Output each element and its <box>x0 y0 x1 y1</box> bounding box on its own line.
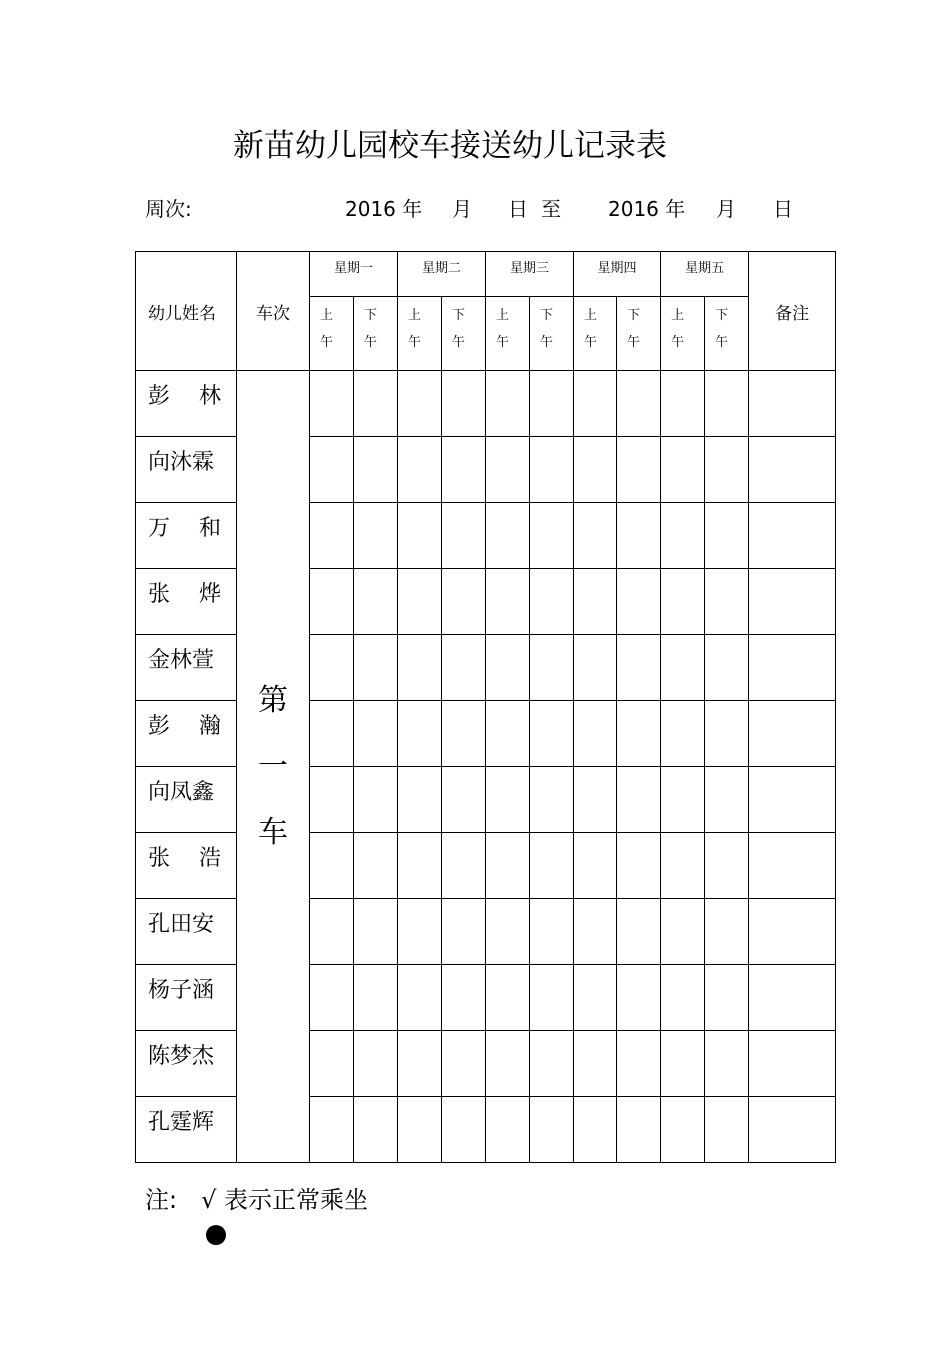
checkbox-cell[interactable] <box>530 437 574 503</box>
checkbox-cell[interactable] <box>661 503 705 569</box>
checkbox-cell[interactable] <box>310 371 354 437</box>
week-line <box>0 193 950 223</box>
checkbox-cell[interactable] <box>486 899 530 965</box>
checkbox-cell[interactable] <box>530 503 574 569</box>
checkbox-cell[interactable] <box>354 437 398 503</box>
checkbox-cell[interactable] <box>705 569 749 635</box>
morning-header: 上 午 <box>574 297 617 371</box>
checkbox-cell[interactable] <box>705 503 749 569</box>
checkbox-cell[interactable] <box>705 1031 749 1097</box>
record-table <box>135 251 836 1163</box>
checkbox-cell[interactable] <box>617 1031 661 1097</box>
checkbox-cell[interactable] <box>574 701 617 767</box>
bullet-icon <box>206 1225 226 1245</box>
remark-cell[interactable] <box>749 1097 836 1163</box>
end-day: 日 <box>773 197 793 221</box>
checkbox-cell[interactable] <box>354 569 398 635</box>
morning-header: 上 午 <box>398 297 442 371</box>
child-name: 张 烨 <box>136 569 237 635</box>
checkbox-cell[interactable] <box>705 437 749 503</box>
checkbox-cell[interactable] <box>661 767 705 833</box>
week-label: 周次: <box>145 197 192 221</box>
remark-cell[interactable] <box>749 965 836 1031</box>
checkbox-cell[interactable] <box>442 437 486 503</box>
checkbox-cell[interactable] <box>354 833 398 899</box>
morning-header: 上 午 <box>661 297 705 371</box>
checkbox-cell[interactable] <box>617 899 661 965</box>
checkbox-cell[interactable] <box>486 371 530 437</box>
morning-header: 上 午 <box>310 297 354 371</box>
checkbox-cell[interactable] <box>398 1097 442 1163</box>
checkbox-cell[interactable] <box>661 899 705 965</box>
checkbox-cell[interactable] <box>486 635 530 701</box>
checkbox-cell[interactable] <box>661 833 705 899</box>
checkbox-cell[interactable] <box>354 701 398 767</box>
afternoon-header: 下 午 <box>705 297 749 371</box>
checkbox-cell[interactable] <box>354 503 398 569</box>
child-name: 陈梦杰 <box>136 1031 237 1097</box>
morning-header: 上 午 <box>486 297 530 371</box>
checkbox-cell[interactable] <box>442 569 486 635</box>
checkbox-cell[interactable] <box>617 833 661 899</box>
page-title: 新苗幼儿园校车接送幼儿记录表 <box>233 128 667 164</box>
checkbox-cell[interactable] <box>617 965 661 1031</box>
checkbox-cell[interactable] <box>530 899 574 965</box>
checkbox-cell[interactable] <box>310 1031 354 1097</box>
child-name: 万 和 <box>136 503 237 569</box>
checkbox-cell[interactable] <box>574 833 617 899</box>
checkbox-cell[interactable] <box>354 1097 398 1163</box>
checkbox-cell[interactable] <box>310 899 354 965</box>
child-name: 向沐霖 <box>136 437 237 503</box>
checkbox-cell[interactable] <box>705 833 749 899</box>
checkbox-cell[interactable] <box>574 965 617 1031</box>
checkbox-cell[interactable] <box>354 1031 398 1097</box>
child-name: 彭 林 <box>136 371 237 437</box>
checkbox-cell[interactable] <box>486 1097 530 1163</box>
child-name: 向凤鑫 <box>136 767 237 833</box>
checkbox-cell[interactable] <box>530 965 574 1031</box>
checkbox-cell[interactable] <box>310 635 354 701</box>
checkbox-cell[interactable] <box>486 701 530 767</box>
checkbox-cell[interactable] <box>398 899 442 965</box>
checkbox-cell[interactable] <box>310 767 354 833</box>
checkbox-cell[interactable] <box>398 833 442 899</box>
checkbox-cell[interactable] <box>705 899 749 965</box>
checkbox-cell[interactable] <box>617 701 661 767</box>
remark-cell[interactable] <box>749 503 836 569</box>
afternoon-header: 下 午 <box>442 297 486 371</box>
checkbox-cell[interactable] <box>661 1097 705 1163</box>
checkbox-cell[interactable] <box>398 1031 442 1097</box>
checkbox-cell[interactable] <box>530 371 574 437</box>
checkbox-cell[interactable] <box>398 569 442 635</box>
checkbox-cell[interactable] <box>442 1031 486 1097</box>
checkbox-cell[interactable] <box>354 635 398 701</box>
day-header-mon: 星期一 <box>310 252 398 297</box>
checkbox-cell[interactable] <box>530 767 574 833</box>
checkbox-cell[interactable] <box>442 965 486 1031</box>
start-year: 2016 年 <box>345 197 423 221</box>
checkbox-cell[interactable] <box>398 503 442 569</box>
day-header-thu: 星期四 <box>574 252 661 297</box>
remark-cell[interactable] <box>749 701 836 767</box>
checkbox-cell[interactable] <box>398 701 442 767</box>
checkbox-cell[interactable] <box>617 371 661 437</box>
checkbox-cell[interactable] <box>705 701 749 767</box>
checkbox-cell[interactable] <box>442 701 486 767</box>
checkbox-cell[interactable] <box>574 767 617 833</box>
remark-cell[interactable] <box>749 635 836 701</box>
remark-cell[interactable] <box>749 437 836 503</box>
checkbox-cell[interactable] <box>442 1097 486 1163</box>
name-header: 幼儿姓名 <box>136 252 237 371</box>
checkbox-cell[interactable] <box>661 371 705 437</box>
checkbox-cell[interactable] <box>310 833 354 899</box>
remark-header: 备注 <box>749 252 836 371</box>
checkbox-cell[interactable] <box>486 1031 530 1097</box>
car-number-cell <box>237 371 310 1163</box>
to-word: 至 <box>541 197 561 221</box>
checkbox-cell[interactable] <box>661 1031 705 1097</box>
checkbox-cell[interactable] <box>486 965 530 1031</box>
checkbox-cell[interactable] <box>530 569 574 635</box>
remark-cell[interactable] <box>749 767 836 833</box>
child-name: 张 浩 <box>136 833 237 899</box>
day-header-tue: 星期二 <box>398 252 486 297</box>
checkbox-cell[interactable] <box>574 899 617 965</box>
checkbox-cell[interactable] <box>705 965 749 1031</box>
day-header-fri: 星期五 <box>661 252 749 297</box>
checkbox-cell[interactable] <box>486 833 530 899</box>
checkbox-cell[interactable] <box>705 1097 749 1163</box>
checkbox-cell[interactable] <box>398 635 442 701</box>
checkbox-cell[interactable] <box>705 371 749 437</box>
end-year: 2016 年 <box>608 197 686 221</box>
checkbox-cell[interactable] <box>310 701 354 767</box>
legend-note: 注: √ 表示正常乘坐 <box>145 1186 369 1214</box>
checkbox-cell[interactable] <box>574 437 617 503</box>
checkbox-cell[interactable] <box>530 1097 574 1163</box>
checkbox-cell[interactable] <box>617 635 661 701</box>
checkbox-cell[interactable] <box>617 503 661 569</box>
remark-cell[interactable] <box>749 1031 836 1097</box>
checkbox-cell[interactable] <box>574 371 617 437</box>
checkbox-cell[interactable] <box>398 371 442 437</box>
checkbox-cell[interactable] <box>442 371 486 437</box>
table-row <box>136 371 836 437</box>
checkbox-cell[interactable] <box>486 767 530 833</box>
afternoon-header: 下 午 <box>354 297 398 371</box>
checkbox-cell[interactable] <box>486 569 530 635</box>
checkbox-cell[interactable] <box>354 965 398 1031</box>
checkbox-cell[interactable] <box>530 1031 574 1097</box>
remark-cell[interactable] <box>749 371 836 437</box>
checkbox-cell[interactable] <box>617 437 661 503</box>
afternoon-header: 下 午 <box>617 297 661 371</box>
checkbox-cell[interactable] <box>574 1097 617 1163</box>
checkbox-cell[interactable] <box>310 1097 354 1163</box>
checkbox-cell[interactable] <box>530 701 574 767</box>
checkbox-cell[interactable] <box>617 767 661 833</box>
checkbox-cell[interactable] <box>354 371 398 437</box>
checkbox-cell[interactable] <box>442 833 486 899</box>
checkbox-cell[interactable] <box>486 503 530 569</box>
checkbox-cell[interactable] <box>398 965 442 1031</box>
checkbox-cell[interactable] <box>661 701 705 767</box>
checkbox-cell[interactable] <box>617 569 661 635</box>
checkbox-cell[interactable] <box>574 503 617 569</box>
child-name: 彭 瀚 <box>136 701 237 767</box>
checkbox-cell[interactable] <box>617 1097 661 1163</box>
day-header-wed: 星期三 <box>486 252 574 297</box>
checkbox-cell[interactable] <box>310 437 354 503</box>
checkbox-cell[interactable] <box>398 767 442 833</box>
car-header: 车次 <box>237 252 310 371</box>
checkbox-cell[interactable] <box>661 965 705 1031</box>
remark-cell[interactable] <box>749 833 836 899</box>
checkbox-cell[interactable] <box>442 503 486 569</box>
child-name: 杨子涵 <box>136 965 237 1031</box>
start-month: 月 <box>452 197 472 221</box>
car-label-char: 车 <box>258 814 288 850</box>
checkbox-cell[interactable] <box>398 437 442 503</box>
checkbox-cell[interactable] <box>442 767 486 833</box>
start-day: 日 <box>508 197 528 221</box>
car-label-char: 一 <box>258 748 288 784</box>
checkbox-cell[interactable] <box>442 899 486 965</box>
checkbox-cell[interactable] <box>574 569 617 635</box>
remark-cell[interactable] <box>749 569 836 635</box>
checkbox-cell[interactable] <box>661 437 705 503</box>
checkbox-cell[interactable] <box>574 635 617 701</box>
checkbox-cell[interactable] <box>661 635 705 701</box>
checkbox-cell[interactable] <box>705 767 749 833</box>
checkbox-cell[interactable] <box>442 635 486 701</box>
car-label-char: 第 <box>258 682 288 718</box>
remark-cell[interactable] <box>749 899 836 965</box>
checkbox-cell[interactable] <box>310 965 354 1031</box>
checkbox-cell[interactable] <box>354 767 398 833</box>
child-name: 孔田安 <box>136 899 237 965</box>
afternoon-header: 下 午 <box>530 297 574 371</box>
checkbox-cell[interactable] <box>486 437 530 503</box>
checkbox-cell[interactable] <box>530 833 574 899</box>
child-name: 孔霆辉 <box>136 1097 237 1163</box>
checkbox-cell[interactable] <box>354 899 398 965</box>
end-month: 月 <box>716 197 736 221</box>
checkbox-cell[interactable] <box>705 635 749 701</box>
checkbox-cell[interactable] <box>661 569 705 635</box>
child-name: 金林萱 <box>136 635 237 701</box>
checkbox-cell[interactable] <box>530 635 574 701</box>
checkbox-cell[interactable] <box>310 569 354 635</box>
checkbox-cell[interactable] <box>574 1031 617 1097</box>
checkbox-cell[interactable] <box>310 503 354 569</box>
